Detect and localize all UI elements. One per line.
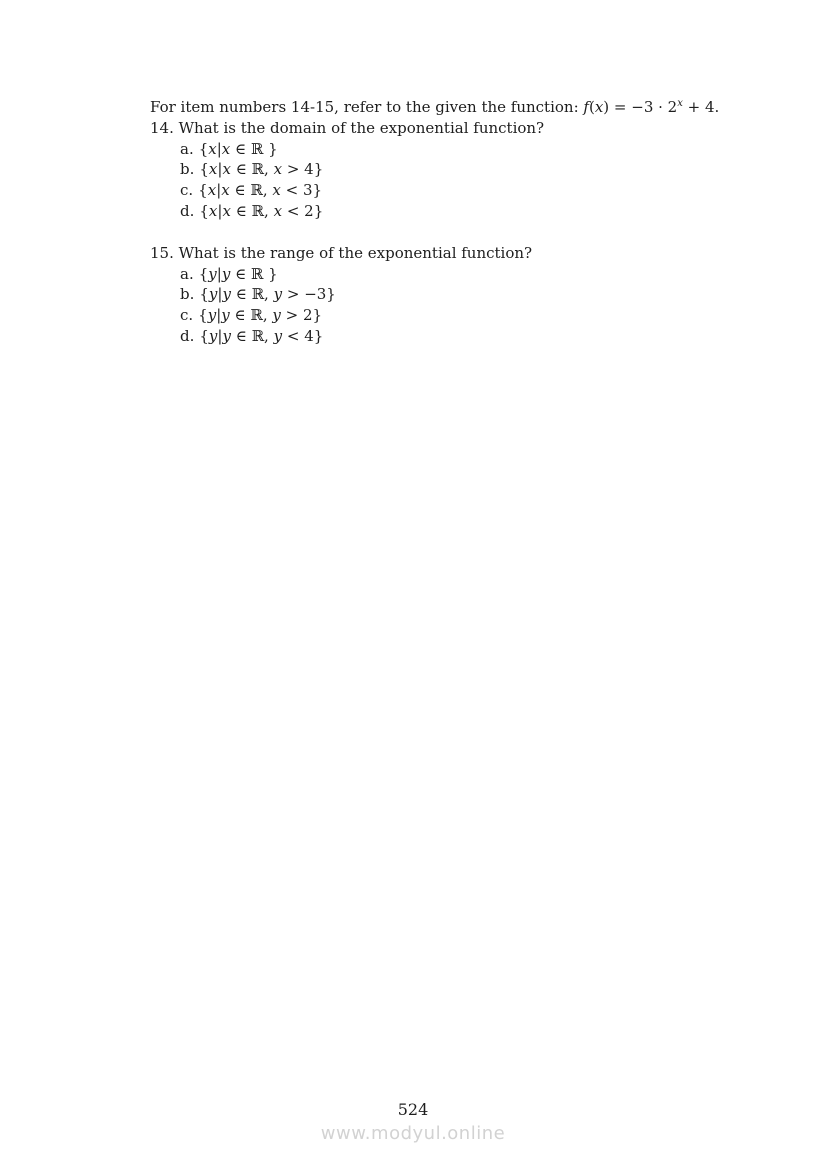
option-text: {x|x ∈ ℝ } — [198, 139, 278, 158]
option-text: {x|x ∈ ℝ, x > 4} — [199, 160, 324, 179]
question-15 — [150, 243, 750, 347]
question-number: 15. — [150, 243, 174, 262]
option-text: {y|y ∈ ℝ } — [198, 264, 278, 283]
option-text: {x|x ∈ ℝ, x < 3} — [198, 181, 323, 200]
question-text: What is the domain of the exponential function? — [178, 118, 545, 137]
option-14c — [180, 180, 750, 201]
question-number: 14. — [150, 118, 174, 137]
question-15-line — [150, 243, 750, 264]
question-text: What is the range of the exponential function? — [178, 243, 533, 262]
option-letter: a. — [180, 264, 194, 283]
formula-exponent: x — [677, 98, 683, 109]
option-letter: c. — [180, 306, 194, 325]
option-15b — [180, 284, 750, 305]
option-14b — [180, 159, 750, 180]
question-15-options — [180, 264, 750, 347]
watermark: www.modyul.online — [320, 1123, 506, 1144]
option-letter: b. — [180, 160, 195, 179]
function-formula: $f(x) = -3 \cdot 2^x + 4$. — [583, 98, 720, 116]
option-14d — [180, 201, 750, 222]
option-text: {x|x ∈ ℝ, x < 2} — [199, 201, 324, 220]
question-14 — [150, 118, 750, 222]
intro-text: For item numbers 14-15, refer to the given the function: — [150, 98, 579, 116]
option-15a — [180, 264, 750, 285]
option-letter: b. — [180, 285, 195, 304]
option-14a — [180, 139, 750, 160]
question-spacer — [150, 222, 750, 243]
option-letter: a. — [180, 139, 194, 158]
page-number: 524 — [397, 1100, 429, 1119]
option-text: {y|y ∈ ℝ, y > −3} — [199, 285, 336, 304]
question-14-options — [180, 139, 750, 222]
option-text: {y|y ∈ ℝ, y > 2} — [198, 306, 323, 325]
option-letter: d. — [180, 326, 195, 345]
option-15c — [180, 305, 750, 326]
option-letter: c. — [180, 181, 194, 200]
option-letter: d. — [180, 201, 195, 220]
option-15d — [180, 326, 750, 347]
question-14-line — [150, 118, 750, 139]
intro-line — [150, 97, 750, 118]
page-body — [150, 97, 750, 347]
option-text: {y|y ∈ ℝ, y < 4} — [199, 326, 324, 345]
